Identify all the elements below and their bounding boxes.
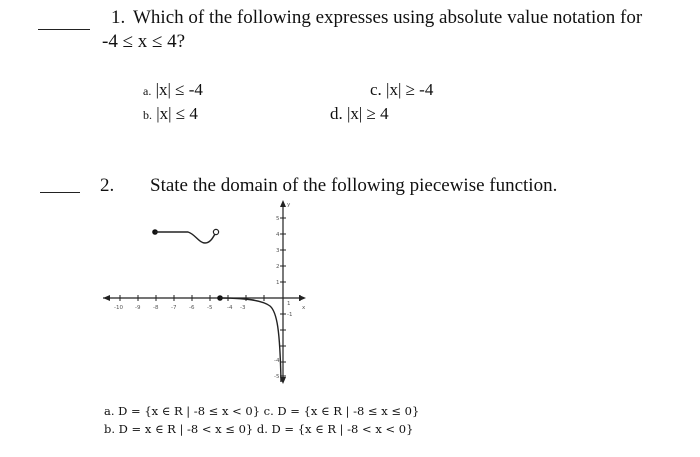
q1-question-line1: Which of the following expresses using absolute value notation for xyxy=(133,7,643,28)
q2-question: State the domain of the following piecewise function. xyxy=(150,175,558,196)
option-expression: |x| ≥ 4 xyxy=(347,104,389,123)
q1-question-line2: -4 ≤ x ≤ 4? xyxy=(102,31,186,52)
y-tick-label: -5 xyxy=(274,374,280,380)
y-tick-label: 4 xyxy=(276,232,280,238)
y-tick-label: -4 xyxy=(274,358,280,364)
y-tick-label: 5 xyxy=(276,216,280,222)
x-tick-label: -9 xyxy=(135,305,141,311)
option-expression: |x| ≤ 4 xyxy=(156,104,198,123)
q2-answers-line1[interactable]: a. D = {x ∈ R | -8 ≤ x < 0} c. D = {x ∈ R | -8 ≤ x ≤ 0} xyxy=(104,404,420,418)
q2-answers-line2[interactable]: b. D = x ∈ R | -8 < x ≤ 0} d. D = {x ∈ R | -8 < x < 0} xyxy=(104,422,414,436)
x-tick-label: -5 xyxy=(207,305,213,311)
q2-number: 2. xyxy=(100,175,115,196)
x-tick-label: -3 xyxy=(240,305,246,311)
x-tick-label: -4 xyxy=(227,305,233,311)
open-endpoint-upper xyxy=(213,229,218,234)
x-tick-label: 1 xyxy=(287,301,291,307)
option-letter: a. xyxy=(143,84,152,98)
y-axis-up-arrow xyxy=(280,200,286,207)
q1-number: 1. xyxy=(111,7,126,28)
upper-curve xyxy=(155,232,216,243)
x-tick-label: -6 xyxy=(189,305,195,311)
x-tick-label: -7 xyxy=(171,305,177,311)
x-tick-label: -8 xyxy=(153,305,159,311)
y-tick-label: 1 xyxy=(276,280,280,286)
y-tick-label: -1 xyxy=(287,312,293,318)
option-expression: |x| ≤ -4 xyxy=(155,80,203,99)
option-letter: b. xyxy=(143,108,152,122)
y-axis-label: y xyxy=(287,202,291,208)
option-expression: |x| ≥ -4 xyxy=(386,80,434,99)
x-axis-label: x xyxy=(302,305,306,311)
x-tick-label: -10 xyxy=(114,305,123,311)
option-letter: c. xyxy=(370,80,382,99)
y-tick-label: 2 xyxy=(276,264,280,270)
option-letter: d. xyxy=(330,104,343,123)
x-axis-left-arrow xyxy=(103,295,110,301)
y-tick-label: 3 xyxy=(276,248,280,254)
